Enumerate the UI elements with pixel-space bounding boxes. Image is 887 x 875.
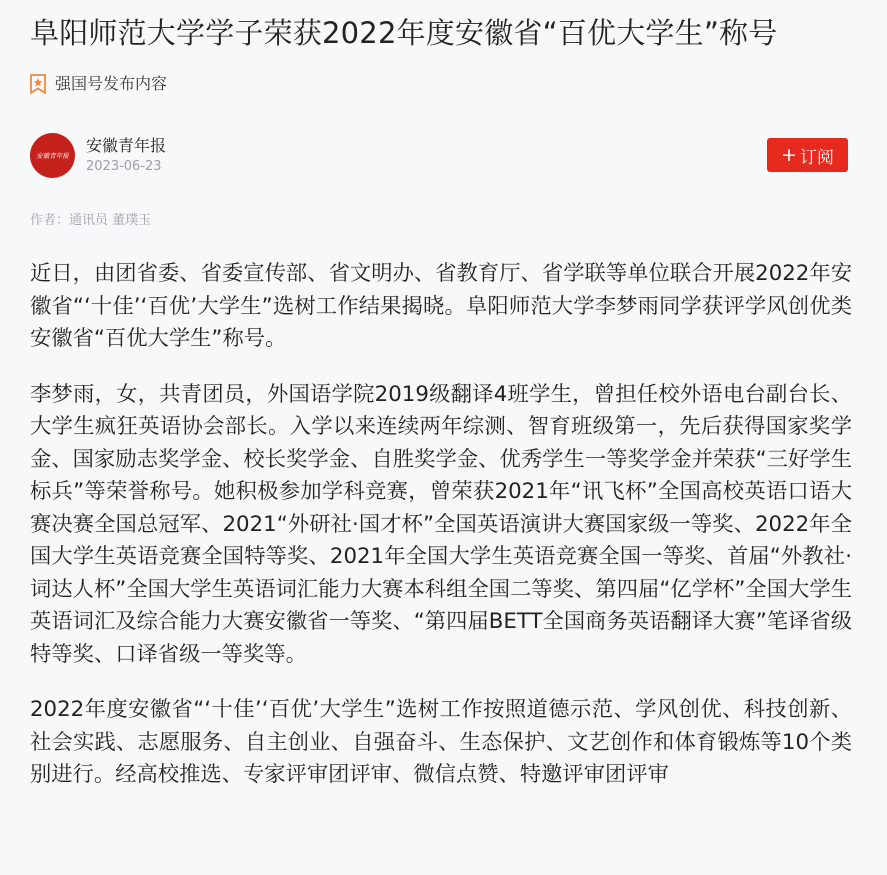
subscribe-button[interactable] xyxy=(767,138,848,172)
subscribe-label: 订阅 xyxy=(799,147,834,168)
avatar-logo-text: 安徽青年报 xyxy=(36,151,69,160)
article-paragraph: 2022年度安徽省“‘十佳’‘百优’大学生”选树工作按照道德示范、学风创优、科技创新、社会实践、志愿服务、自主创业、自强奋斗、生态保护、文艺创作和体育锻炼等10个类别进行。经高校推选、专家评审团评审、微信点赞、特邀评审团评审 xyxy=(30,697,852,787)
plus-icon: + xyxy=(781,143,797,166)
article-title: 阜阳师范大学学子荣获2022年度安徽省“百优大学生”称号 xyxy=(30,16,778,50)
article-byline: 作者：通讯员 董璞玉 xyxy=(30,213,152,228)
publish-date: 2023-06-23 xyxy=(86,158,162,174)
publisher-meta xyxy=(86,135,166,176)
source-label: 强国号发布内容 xyxy=(55,74,168,93)
article-body xyxy=(30,258,852,792)
publisher-row xyxy=(30,132,857,178)
publisher-avatar[interactable] xyxy=(30,133,75,178)
publisher-name[interactable]: 安徽青年报 xyxy=(86,135,167,155)
article-paragraph: 李梦雨，女，共青团员，外国语学院2019级翻译4班学生，曾担任校外语电台副台长、大学生疯狂英语协会部长。入学以来连续两年综测、智育班级第一，先后获得国家奖学金、国家励志奖学金、校长奖学金、自胜奖学金、优秀学生一等奖学金并荣获“三好学生标兵”等荣誉称号。她积极参加学科竞赛，曾荣获2021年“讯飞杯”全国高校英语口语大赛决赛全国总冠军、2021“外研社·国才杯”全国英语演讲大赛国家级一等奖、2022年全国大学生英语竞赛全国特等奖、2021年全国大学生英语竞赛全国一等奖、首届“外教社·词达人杯”全国大学生英语词汇能力大赛本科组全国二等奖、第四届“亿学杯”全国大学生英语词汇及综合能力大赛安徽省一等奖、“第四届BETT全国商务英语翻译大赛”笔译省级特等奖、口译省级一等奖等。 xyxy=(30,381,852,667)
star-bookmark-icon xyxy=(30,74,46,94)
article-paragraph: 近日，由团省委、省委宣传部、省文明办、省教育厅、省学联等单位联合开展2022年安徽省“‘十佳’‘百优’大学生”选树工作结果揭晓。阜阳师范大学李梦雨同学获评学风创优类安徽省“百优大学生”称号。 xyxy=(30,261,852,351)
source-line xyxy=(30,73,857,95)
